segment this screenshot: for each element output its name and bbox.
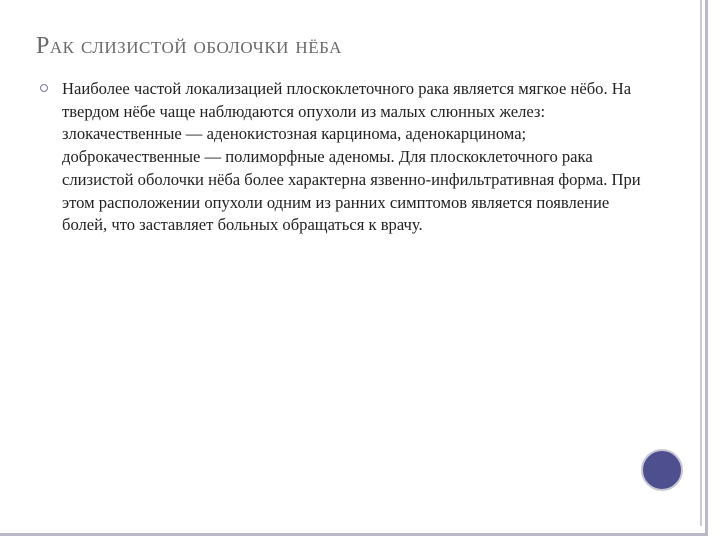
bullet-text: Наиболее частой локализацией плоскоклеточного рака является мягкое нёбо. На твердом нёбе чаще наблюдаются опухоли из малых слюнных желез: злокачественные — аденокистозная карцинома, аденокарцинома; доброкачественные — полиморфные аденомы. Для плоскоклеточного рака слизистой оболочки нёба более характерна язвенно-инфильтративная форма. При этом расположении опухоли одним из ранних симптомов является появление болей, что заставляет больных обращаться к врачу. xyxy=(62,79,641,235)
slide-frame-line xyxy=(700,0,702,526)
slide-title: Рак слизистой оболочки нёба xyxy=(36,33,342,59)
bullet-ring-icon xyxy=(40,84,48,92)
decorative-circle xyxy=(641,449,683,491)
